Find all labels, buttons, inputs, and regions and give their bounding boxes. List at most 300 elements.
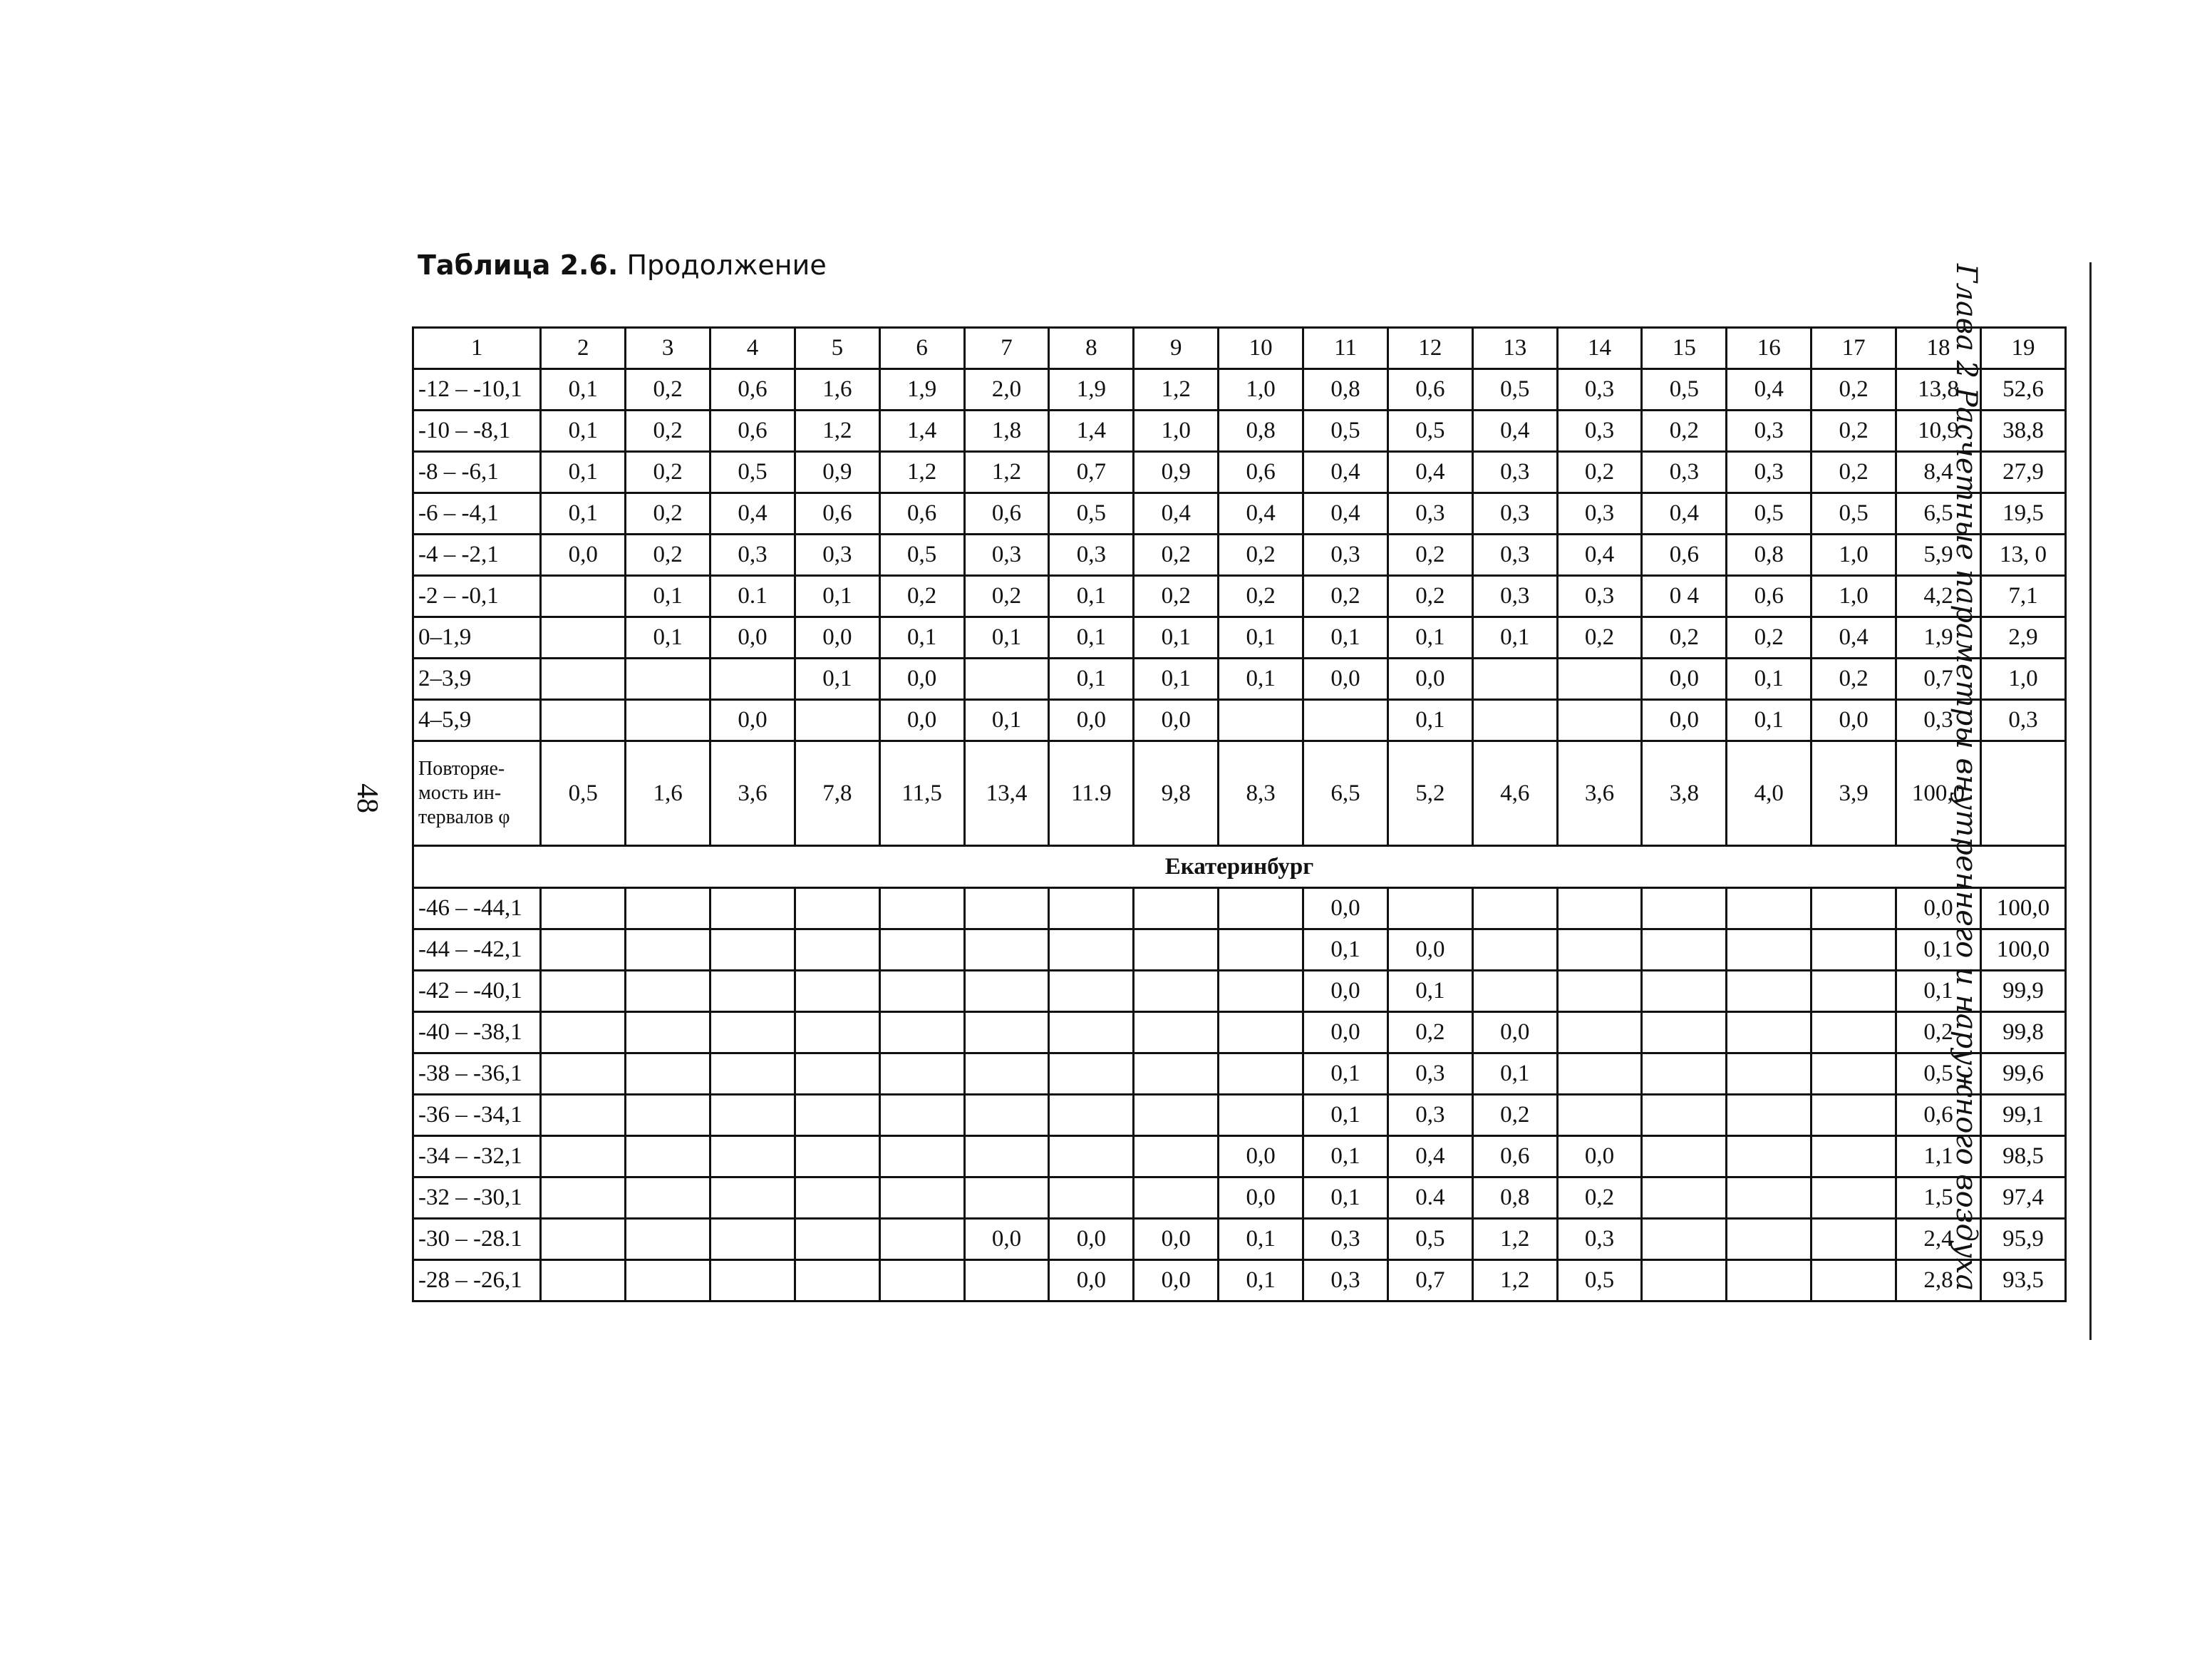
value-cell (1219, 888, 1303, 929)
interval-label-cell: -6 – -4,1 (413, 493, 541, 535)
value-cell: 0,2 (1557, 1177, 1642, 1219)
value-cell: 0,3 (1557, 493, 1642, 535)
value-cell: 0,0 (1049, 1219, 1134, 1260)
value-cell: 0,2 (1896, 1012, 1981, 1053)
value-cell: 0,2 (626, 452, 710, 493)
value-cell (964, 1136, 1049, 1177)
value-cell (541, 700, 626, 741)
table-row (413, 700, 2066, 741)
value-cell: 0,0 (964, 1219, 1049, 1260)
value-cell (1049, 929, 1134, 971)
value-cell (879, 1219, 964, 1260)
frequency-label-cell: Повторяе-мость ин-тервалов φ (413, 741, 541, 846)
value-cell: 52,6 (1980, 369, 2065, 411)
column-number-cell: 2 (541, 328, 626, 369)
value-cell (879, 1177, 964, 1219)
value-cell (1049, 1177, 1134, 1219)
value-cell: 1,0 (1812, 535, 1896, 576)
value-cell (710, 659, 795, 700)
value-cell (1727, 929, 1812, 971)
value-cell: 0,3 (1727, 452, 1812, 493)
column-number-cell: 17 (1812, 328, 1896, 369)
value-cell: 0,5 (1727, 493, 1812, 535)
value-cell: 0,3 (1472, 493, 1557, 535)
value-cell: 0,1 (1049, 659, 1134, 700)
column-number-cell: 14 (1557, 328, 1642, 369)
value-cell: 4,2 (1896, 576, 1981, 617)
value-cell: 0,1 (1387, 617, 1472, 659)
frequency-value-cell: 11,5 (879, 741, 964, 846)
value-cell: 1,9 (1049, 369, 1134, 411)
value-cell: 97,4 (1980, 1177, 2065, 1219)
frequency-value-cell: 3,6 (1557, 741, 1642, 846)
value-cell: 0,1 (1049, 576, 1134, 617)
value-cell: 0,6 (1472, 1136, 1557, 1177)
value-cell (1812, 971, 1896, 1012)
frequency-value-cell (1980, 741, 2065, 846)
value-cell: 0,1 (1219, 1260, 1303, 1301)
value-cell (710, 1260, 795, 1301)
value-cell: 0,7 (1896, 659, 1981, 700)
value-cell: 0,6 (879, 493, 964, 535)
interval-label-cell: 4–5,9 (413, 700, 541, 741)
table-row (413, 1053, 2066, 1095)
value-cell (1134, 1053, 1219, 1095)
interval-label-cell: -12 – -10,1 (413, 369, 541, 411)
value-cell (541, 1219, 626, 1260)
running-head-rule (2089, 262, 2092, 1340)
value-cell: 0,4 (1387, 452, 1472, 493)
value-cell (1557, 971, 1642, 1012)
value-cell (879, 1053, 964, 1095)
value-cell: 1,9 (1896, 617, 1981, 659)
value-cell: 0,0 (541, 535, 626, 576)
value-cell: 0,3 (1303, 535, 1388, 576)
table-row (413, 576, 2066, 617)
value-cell: 0,2 (626, 535, 710, 576)
value-cell: 0,1 (1303, 1177, 1388, 1219)
value-cell (1642, 1053, 1727, 1095)
value-cell (1303, 700, 1388, 741)
interval-label-cell: -2 – -0,1 (413, 576, 541, 617)
value-cell: 1,0 (1812, 576, 1896, 617)
value-cell (1727, 1260, 1812, 1301)
value-cell (1812, 1012, 1896, 1053)
value-cell: 0,1 (879, 617, 964, 659)
value-cell: 19,5 (1980, 493, 2065, 535)
table-row (413, 411, 2066, 452)
value-cell (626, 1012, 710, 1053)
interval-label-cell: -30 – -28.1 (413, 1219, 541, 1260)
value-cell: 0.1 (710, 576, 795, 617)
value-cell: 7,1 (1980, 576, 2065, 617)
value-cell: 0,0 (1387, 659, 1472, 700)
column-number-cell: 5 (795, 328, 879, 369)
value-cell (1219, 700, 1303, 741)
interval-label-cell: -44 – -42,1 (413, 929, 541, 971)
value-cell: 0,0 (1896, 888, 1981, 929)
value-cell (1472, 929, 1557, 971)
value-cell (626, 929, 710, 971)
column-number-cell: 10 (1219, 328, 1303, 369)
value-cell (710, 929, 795, 971)
value-cell: 1,9 (879, 369, 964, 411)
value-cell (1727, 1095, 1812, 1136)
value-cell (1557, 1095, 1642, 1136)
column-number-cell: 1 (413, 328, 541, 369)
value-cell (879, 1260, 964, 1301)
value-cell (795, 888, 879, 929)
value-cell (1049, 1053, 1134, 1095)
value-cell: 0,1 (1896, 971, 1981, 1012)
value-cell (879, 929, 964, 971)
value-cell: 1,0 (1219, 369, 1303, 411)
value-cell: 0,1 (1303, 1136, 1388, 1177)
value-cell (626, 1136, 710, 1177)
value-cell (626, 1095, 710, 1136)
value-cell: 0,3 (1303, 1219, 1388, 1260)
value-cell: 10,9 (1896, 411, 1981, 452)
value-cell: 0,0 (1472, 1012, 1557, 1053)
value-cell: 0,5 (1642, 369, 1727, 411)
value-cell: 0,3 (1049, 535, 1134, 576)
value-cell (710, 1095, 795, 1136)
value-cell (795, 929, 879, 971)
value-cell (1642, 888, 1727, 929)
value-cell: 1,8 (964, 411, 1049, 452)
value-cell (541, 1012, 626, 1053)
value-cell (1642, 1260, 1727, 1301)
value-cell: 0,6 (1727, 576, 1812, 617)
value-cell: 0,1 (795, 659, 879, 700)
table-row (413, 1219, 2066, 1260)
value-cell (964, 1012, 1049, 1053)
value-cell (795, 1219, 879, 1260)
table-row (413, 1095, 2066, 1136)
value-cell (626, 700, 710, 741)
value-cell: 0,1 (1727, 659, 1812, 700)
interval-label-cell: 2–3,9 (413, 659, 541, 700)
value-cell: 0,0 (1049, 700, 1134, 741)
value-cell: 0,4 (1303, 452, 1388, 493)
value-cell: 0,3 (1472, 576, 1557, 617)
value-cell (795, 1260, 879, 1301)
value-cell (964, 1260, 1049, 1301)
value-cell: 0,1 (626, 617, 710, 659)
value-cell: 0,2 (1812, 659, 1896, 700)
value-cell: 99,6 (1980, 1053, 2065, 1095)
value-cell: 100,0 (1980, 888, 2065, 929)
value-cell: 0,2 (1134, 535, 1219, 576)
value-cell: 0,4 (1219, 493, 1303, 535)
value-cell: 0,0 (1303, 888, 1388, 929)
value-cell (1134, 1136, 1219, 1177)
value-cell: 0,0 (795, 617, 879, 659)
value-cell: 0,1 (1896, 929, 1981, 971)
value-cell: 99,8 (1980, 1012, 2065, 1053)
value-cell (964, 1177, 1049, 1219)
frequency-value-cell: 3,6 (710, 741, 795, 846)
value-cell (1557, 1012, 1642, 1053)
value-cell: 0,3 (1557, 369, 1642, 411)
value-cell: 0,8 (1472, 1177, 1557, 1219)
frequency-value-cell: 100,0 (1896, 741, 1981, 846)
value-cell: 0,0 (1134, 700, 1219, 741)
interval-label-cell: -42 – -40,1 (413, 971, 541, 1012)
value-cell: 2,8 (1896, 1260, 1981, 1301)
value-cell: 0,2 (1812, 411, 1896, 452)
value-cell (626, 659, 710, 700)
interval-label-cell: -28 – -26,1 (413, 1260, 541, 1301)
value-cell: 0,1 (541, 369, 626, 411)
value-cell (541, 1260, 626, 1301)
value-cell: 1,2 (964, 452, 1049, 493)
value-cell: 0,2 (1387, 535, 1472, 576)
value-cell (710, 888, 795, 929)
value-cell (1642, 971, 1727, 1012)
value-cell (710, 1136, 795, 1177)
column-number-cell: 19 (1980, 328, 2065, 369)
table-row (413, 971, 2066, 1012)
value-cell: 0,2 (1387, 1012, 1472, 1053)
value-cell: 0,4 (710, 493, 795, 535)
value-cell: 0,1 (1387, 971, 1472, 1012)
value-cell: 38,8 (1980, 411, 2065, 452)
value-cell: 2,0 (964, 369, 1049, 411)
value-cell (1642, 1177, 1727, 1219)
value-cell (541, 929, 626, 971)
value-cell: 1,4 (879, 411, 964, 452)
value-cell (541, 1053, 626, 1095)
frequency-value-cell: 8,3 (1219, 741, 1303, 846)
table-row (413, 1136, 2066, 1177)
column-number-cell: 12 (1387, 328, 1472, 369)
column-number-cell: 18 (1896, 328, 1981, 369)
value-cell: 0,5 (1387, 411, 1472, 452)
value-cell: 0,1 (541, 411, 626, 452)
value-cell: 0,1 (964, 700, 1049, 741)
value-cell (710, 1012, 795, 1053)
value-cell (1472, 700, 1557, 741)
value-cell: 0,6 (710, 369, 795, 411)
value-cell: 0,3 (1727, 411, 1812, 452)
value-cell: 0,0 (1049, 1260, 1134, 1301)
value-cell (1727, 1177, 1812, 1219)
value-cell: 0,0 (1134, 1219, 1219, 1260)
value-cell: 0,1 (1472, 617, 1557, 659)
value-cell: 0,0 (1219, 1177, 1303, 1219)
value-cell (1134, 1095, 1219, 1136)
value-cell: 0,2 (1134, 576, 1219, 617)
value-cell: 0,2 (1219, 535, 1303, 576)
value-cell (1727, 971, 1812, 1012)
value-cell: 0,6 (964, 493, 1049, 535)
value-cell: 0,6 (1896, 1095, 1981, 1136)
value-cell: 0,5 (1557, 1260, 1642, 1301)
column-number-cell: 16 (1727, 328, 1812, 369)
table-row (413, 929, 2066, 971)
value-cell (1134, 1012, 1219, 1053)
value-cell: 0,2 (1812, 452, 1896, 493)
column-number-cell: 9 (1134, 328, 1219, 369)
value-cell: 0,1 (1727, 700, 1812, 741)
interval-label-cell: -4 – -2,1 (413, 535, 541, 576)
table-caption-text: Продолжение (618, 249, 827, 281)
value-cell (879, 1136, 964, 1177)
value-cell (964, 971, 1049, 1012)
value-cell: 0,3 (1642, 452, 1727, 493)
value-cell: 0,6 (1219, 452, 1303, 493)
value-cell (1134, 888, 1219, 929)
value-cell (626, 1219, 710, 1260)
value-cell: 0,6 (1387, 369, 1472, 411)
value-cell: 0,4 (1387, 1136, 1472, 1177)
value-cell: 0,1 (1049, 617, 1134, 659)
column-number-cell: 3 (626, 328, 710, 369)
table-row (413, 493, 2066, 535)
table-row (413, 617, 2066, 659)
value-cell: 0,3 (1472, 452, 1557, 493)
value-cell: 0,1 (1303, 1053, 1388, 1095)
value-cell (1219, 929, 1303, 971)
value-cell: 0,4 (1642, 493, 1727, 535)
value-cell (1049, 971, 1134, 1012)
value-cell: 0,0 (1303, 971, 1388, 1012)
value-cell: 0,0 (1303, 659, 1388, 700)
column-number-cell: 7 (964, 328, 1049, 369)
value-cell (541, 888, 626, 929)
value-cell (541, 659, 626, 700)
value-cell: 0,1 (626, 576, 710, 617)
value-cell (1134, 971, 1219, 1012)
value-cell (795, 1012, 879, 1053)
value-cell: 0,3 (1303, 1260, 1388, 1301)
value-cell (964, 1095, 1049, 1136)
value-cell: 0,0 (1557, 1136, 1642, 1177)
frequency-value-cell: 0,5 (541, 741, 626, 846)
value-cell (964, 888, 1049, 929)
value-cell (710, 1053, 795, 1095)
table-row (413, 1012, 2066, 1053)
value-cell (1727, 1053, 1812, 1095)
value-cell: 0,2 (1303, 576, 1388, 617)
column-number-cell: 11 (1303, 328, 1388, 369)
value-cell (541, 576, 626, 617)
value-cell: 0,1 (1134, 659, 1219, 700)
value-cell (1049, 888, 1134, 929)
value-cell: 0,2 (1387, 576, 1472, 617)
value-cell: 0,9 (1134, 452, 1219, 493)
value-cell: 100,0 (1980, 929, 2065, 971)
value-cell: 0,9 (795, 452, 879, 493)
value-cell (1219, 1053, 1303, 1095)
value-cell (541, 1095, 626, 1136)
frequency-value-cell: 4,0 (1727, 741, 1812, 846)
interval-label-cell: -32 – -30,1 (413, 1177, 541, 1219)
value-cell: 0,2 (964, 576, 1049, 617)
value-cell: 0,5 (1049, 493, 1134, 535)
interval-label-cell: -46 – -44,1 (413, 888, 541, 929)
value-cell: 0,3 (1557, 1219, 1642, 1260)
value-cell (541, 971, 626, 1012)
value-cell: 0,1 (1219, 659, 1303, 700)
value-cell (1557, 888, 1642, 929)
value-cell: 0,5 (1896, 1053, 1981, 1095)
value-cell: 0,3 (1387, 1053, 1472, 1095)
value-cell: 0,0 (879, 700, 964, 741)
value-cell: 0,5 (1812, 493, 1896, 535)
value-cell (626, 1053, 710, 1095)
value-cell: 0,1 (1303, 1095, 1388, 1136)
value-cell: 0.4 (1387, 1177, 1472, 1219)
value-cell: 0,4 (1727, 369, 1812, 411)
value-cell: 0,1 (795, 576, 879, 617)
value-cell (626, 888, 710, 929)
value-cell: 0,1 (1387, 700, 1472, 741)
value-cell: 0,3 (1980, 700, 2065, 741)
value-cell: 6,5 (1896, 493, 1981, 535)
value-cell: 0,0 (1303, 1012, 1388, 1053)
value-cell (1642, 1095, 1727, 1136)
value-cell (541, 617, 626, 659)
value-cell (1642, 1136, 1727, 1177)
value-cell: 0,0 (1642, 700, 1727, 741)
value-cell: 0,0 (1387, 929, 1472, 971)
value-cell: 0,8 (1219, 411, 1303, 452)
value-cell: 0,3 (1472, 535, 1557, 576)
value-cell (1557, 700, 1642, 741)
value-cell (541, 1136, 626, 1177)
table-row (413, 888, 2066, 929)
value-cell: 0,0 (1642, 659, 1727, 700)
value-cell: 0,3 (964, 535, 1049, 576)
value-cell: 1,0 (1980, 659, 2065, 700)
city-section-title: Екатеринбург (413, 846, 2066, 888)
value-cell (795, 1177, 879, 1219)
value-cell (1219, 1012, 1303, 1053)
value-cell (710, 1219, 795, 1260)
frequency-value-cell: 7,8 (795, 741, 879, 846)
value-cell: 0,4 (1303, 493, 1388, 535)
table-header-row (413, 328, 2066, 369)
value-cell: 5,9 (1896, 535, 1981, 576)
value-cell: 0,3 (795, 535, 879, 576)
value-cell: 0,0 (1134, 1260, 1219, 1301)
value-cell (1812, 1177, 1896, 1219)
running-head: Глава 2 Расчетные параметры внутреннего и наружного воздуха (1950, 264, 1983, 1292)
value-cell: 0,2 (1727, 617, 1812, 659)
column-number-cell: 13 (1472, 328, 1557, 369)
value-cell: 0,1 (1472, 1053, 1557, 1095)
value-cell (1812, 1260, 1896, 1301)
value-cell (795, 1053, 879, 1095)
value-cell: 0,2 (1219, 576, 1303, 617)
value-cell: 1,2 (795, 411, 879, 452)
value-cell: 2,4 (1896, 1219, 1981, 1260)
value-cell: 0,0 (1812, 700, 1896, 741)
value-cell (1642, 1012, 1727, 1053)
value-cell: 0,3 (1387, 1095, 1472, 1136)
value-cell (626, 1177, 710, 1219)
value-cell (1727, 1012, 1812, 1053)
city-section-row (413, 846, 2066, 888)
value-cell: 0,2 (1642, 617, 1727, 659)
table-row (413, 1177, 2066, 1219)
interval-label-cell: -8 – -6,1 (413, 452, 541, 493)
frequency-value-cell: 13,4 (964, 741, 1049, 846)
value-cell: 0,2 (626, 493, 710, 535)
value-cell: 1,4 (1049, 411, 1134, 452)
